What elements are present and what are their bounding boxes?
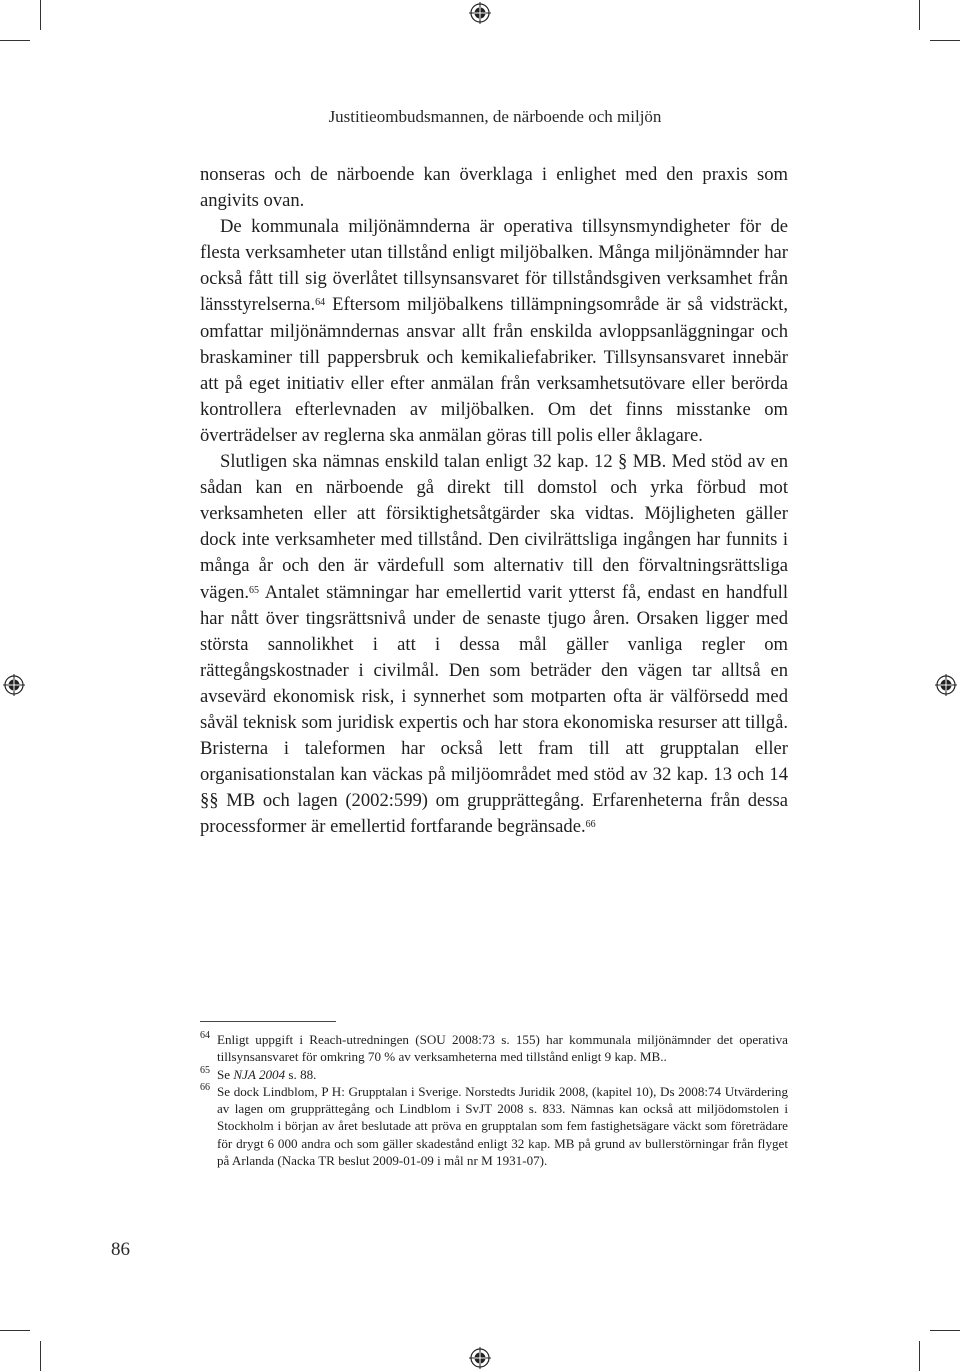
registration-mark-top-icon xyxy=(469,2,491,24)
footnote-text: Enligt uppgift i Reach-utredningen (SOU 2008:73 s. 155) har kommunala miljönämnder det operativa tillsynsansvaret för omkring 70 % av verksamheterna med tillstånd enligt 9 kap. MB.. xyxy=(217,1032,788,1065)
crop-mark-top-left-vertical xyxy=(40,0,41,30)
paragraph-text: Slutligen ska nämnas enskild talan enligt 32 kap. 12 § MB. Med stöd av en sådan kan en närboende gå direkt till domstol och yrka förbud mot verksamheten eller att försiktighetsåtgärder ska vidtas. Möjligheten gäller dock inte verksamheter med tillstånd. Den civilrättsliga ingången har funnits i många år och den är värdefull som alternativ till den förvaltningsrättsliga vägen. xyxy=(200,451,788,603)
footnote-citation: NJA 2004 xyxy=(233,1066,286,1082)
registration-mark-bottom-icon xyxy=(469,1347,491,1369)
paragraph-text: De kommunala miljönämnderna är operativa tillsynsmyndigheter för de flesta verksamheter utan tillstånd enligt miljöbalken. Många miljönämnder har också fått till sig överlåtet tillsynsansvaret för tillståndsgiven verksamhet från länsstyrelserna. xyxy=(200,216,788,316)
crop-mark-top-right-horizontal xyxy=(930,40,960,41)
footnote-ref-65[interactable]: 65 xyxy=(249,584,260,596)
paragraph xyxy=(200,162,788,214)
footnotes xyxy=(200,1031,788,1169)
footnote-number: 64 xyxy=(200,1030,210,1041)
footnote-64 xyxy=(200,1031,788,1066)
registration-mark-right-icon xyxy=(935,674,957,696)
footnote-text: Se xyxy=(217,1066,234,1082)
crop-mark-bottom-right-horizontal xyxy=(930,1330,960,1331)
crop-mark-top-left-horizontal xyxy=(0,40,30,41)
running-head: Justitieombudsmannen, de närboende och miljön xyxy=(328,107,662,126)
footnote-ref-66[interactable]: 66 xyxy=(585,819,596,831)
paragraph-text: nonseras och de närboende kan överklaga i enlighet med den praxis som angivits ovan. xyxy=(200,164,788,212)
crop-mark-bottom-right-vertical xyxy=(919,1341,920,1371)
footnote-number: 66 xyxy=(200,1081,210,1093)
paragraph-text: Antalet stämningar har emellertid varit ytterst få, endast en handfull har nått över tingsrättsnivå under de senaste tjugo åren. Orsaken ligger med största sannolikhet i att i dessa mål gäller vanliga regler om rättegångskostnader i civilmål. Den som beträder den vägen tar alltså en avsevärd ekonomisk risk, i synnerhet som motparten ofta är välförsedd med såväl teknisk som juridisk expertis och har stora ekonomiska resurser att tillgå. Bristerna i taleformen har också lett fram till att grupptalan eller organisationstalan kan väckas på miljöområdet med stöd av 32 kap. 13 och 14 §§ MB och lagen (2002:599) om grupprättegång. Erfarenheterna från dessa processformer är emellertid fortfarande begränsade. xyxy=(200,581,788,838)
registration-mark-left-icon xyxy=(3,674,25,696)
footnote-ref-64[interactable]: 64 xyxy=(315,297,326,309)
footnote-number: 65 xyxy=(200,1064,210,1076)
footnote-text: Se dock Lindblom, P H: Grupptalan i Sverige. Norstedts Juridik 2008, (kapitel 10), Ds 2008:74 Utvärdering av lagen om grupprättegång och Lindblom i SvJT 2008 s. 833. Nämnas kan också att miljödomstolen i Stockholm i början av året beslutade att pröva en grupptalan som fem fastighetsägare väckt som företrädare för drygt 6 000 andra och som gäller skadestånd enligt 32 kap. MB på grund av bullerstörningar från flyget på Arlanda (Nacka TR beslut 2009-01-09 i mål nr M 1931-07). xyxy=(217,1083,788,1169)
footnote-65 xyxy=(200,1066,788,1083)
footnote-separator xyxy=(200,1021,336,1022)
footnote-text: s. 88. xyxy=(285,1066,317,1082)
crop-mark-bottom-left-horizontal xyxy=(0,1330,30,1331)
crop-mark-top-right-vertical xyxy=(919,0,920,30)
paragraph xyxy=(200,214,788,449)
body-text xyxy=(200,162,788,840)
page-number: 86 xyxy=(111,1239,130,1260)
crop-mark-bottom-left-vertical xyxy=(40,1341,41,1371)
footnote-66 xyxy=(200,1083,788,1169)
paragraph xyxy=(200,449,788,840)
paragraph-text: Eftersom miljöbalkens tillämpningsområde är så vidsträckt, omfattar miljönämndernas ansvar allt från enskilda avloppsanläggningar och braskaminer till pappersbruk och kemikaliefabriker. Tillsynsansvaret innebär att på eget initiativ eller efter anmälan från verksamhetsutövare eller berörda kontrollera efterlevnaden av miljöbalken. Om det finns misstanke om överträdelser av reglerna ska anmälan göras till polis eller åklagare. xyxy=(200,294,788,446)
